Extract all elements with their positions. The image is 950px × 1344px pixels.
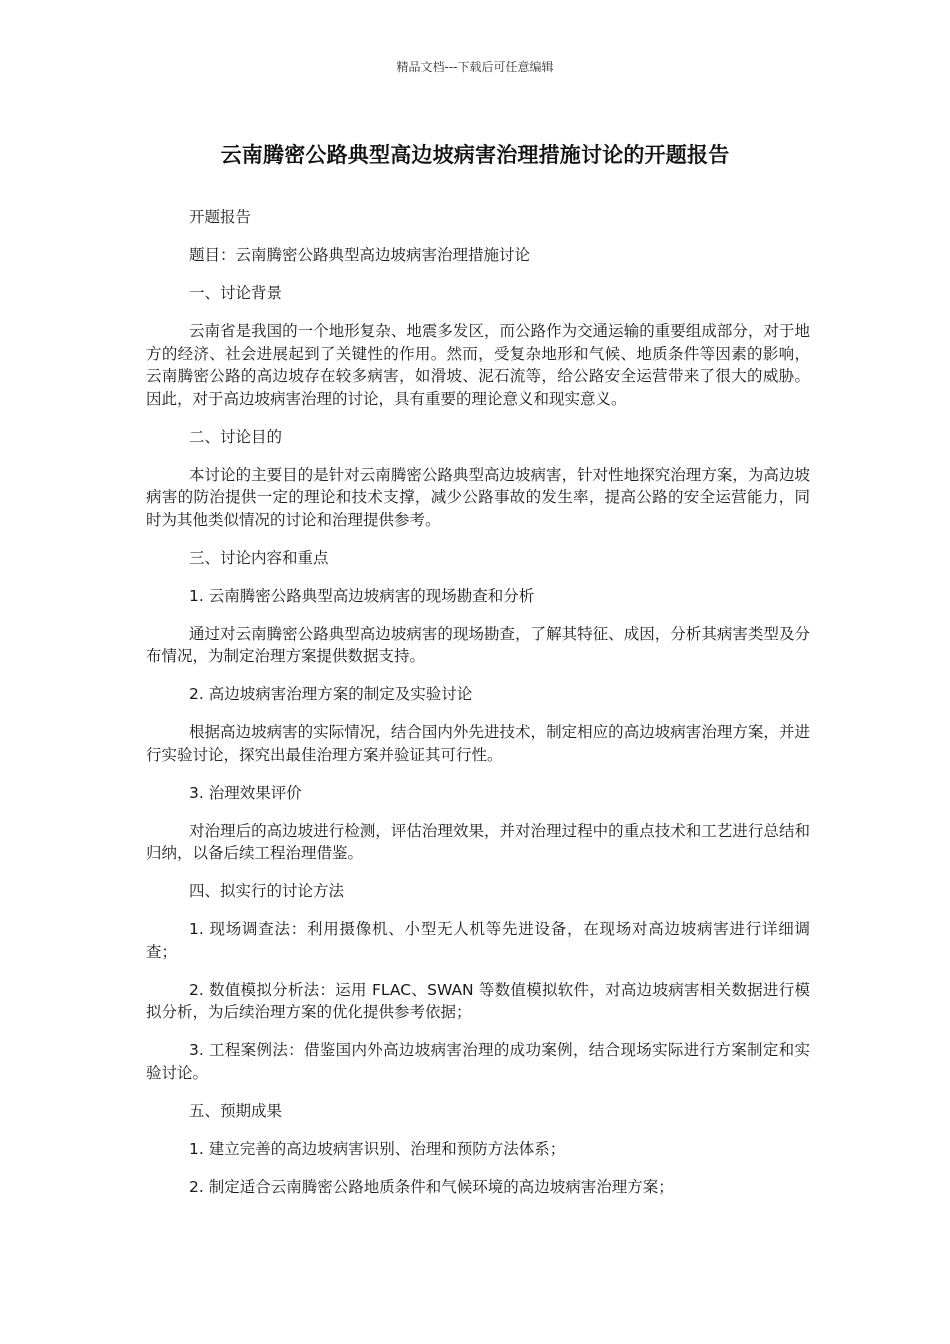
list-item-method-2: 2. 数值模拟分析法：运用 FLAC、SWAN 等数值模拟软件，对高边坡病害相关数据进行模拟分析，为后续治理方案的优化提供参考依据；	[146, 980, 810, 1021]
list-item-method-1: 1. 现场调查法：利用摄像机、小型无人机等先进设备，在现场对高边坡病害进行详细调查；	[146, 920, 810, 961]
section-heading-purpose: 二、讨论目的	[189, 427, 283, 446]
list-item-outcome-1: 1. 建立完善的高边坡病害识别、治理和预防方法体系；	[189, 1139, 566, 1158]
paragraph-topic: 题目：云南腾密公路典型高边坡病害治理措施讨论	[189, 246, 531, 264]
section-heading-content: 三、讨论内容和重点	[189, 548, 329, 567]
paragraph-purpose: 本讨论的主要目的是针对云南腾密公路典型高边坡病害，针对性地探究治理方案，为高边坡病害的防治提供一定的理论和技术支撑，减少公路事故的发生率，提高公路的安全运营能力，同时为其他类似情况的讨论和治理提供参考。	[146, 465, 810, 529]
paragraph-evaluation: 对治理后的高边坡进行检测，评估治理效果，并对治理过程中的重点技术和工艺进行总结和归纳，以备后续工程治理借鉴。	[146, 821, 810, 862]
paragraph-survey: 通过对云南腾密公路典型高边坡病害的现场勘查，了解其特征、成因，分析其病害类型及分布情况，为制定治理方案提供数据支持。	[146, 624, 810, 665]
subheading-plan: 2. 高边坡病害治理方案的制定及实验讨论	[189, 685, 473, 703]
paragraph-background: 云南省是我国的一个地形复杂、地震多发区，而公路作为交通运输的重要组成部分，对于地方的经济、社会进展起到了关键性的作用。然而，受复杂地形和气候、地质条件等因素的影响，云南腾密公路的高边坡存在较多病害，如滑坡、泥石流等，给公路安全运营带来了很大的威胁。因此，对于高边坡病害治理的讨论，具有重要的理论意义和现实意义。	[146, 322, 810, 408]
list-item-outcome-2: 2. 制定适合云南腾密公路地质条件和气候环境的高边坡病害治理方案；	[189, 1177, 674, 1196]
section-heading-methods: 四、拟实行的讨论方法	[189, 882, 345, 900]
subheading-evaluation: 3. 治理效果评价	[189, 783, 302, 802]
paragraph-plan: 根据高边坡病害的实际情况，结合国内外先进技术，制定相应的高边坡病害治理方案，并进行实验讨论，探究出最佳治理方案并验证其可行性。	[146, 723, 810, 764]
subheading-survey: 1. 云南腾密公路典型高边坡病害的现场勘查和分析	[189, 586, 535, 605]
paragraph-report-label: 开题报告	[189, 208, 252, 226]
section-heading-background: 一、讨论背景	[189, 284, 283, 302]
header-note: 精品文档---下载后可任意编辑	[396, 60, 554, 74]
section-heading-outcomes: 五、预期成果	[189, 1101, 283, 1120]
document-body	[146, 206, 810, 1214]
list-item-method-3: 3. 工程案例法：借鉴国内外高边坡病害治理的成功案例，结合现场实际进行方案制定和实验讨论。	[146, 1041, 810, 1082]
document-title: 云南腾密公路典型高边坡病害治理措施讨论的开题报告	[220, 143, 730, 167]
